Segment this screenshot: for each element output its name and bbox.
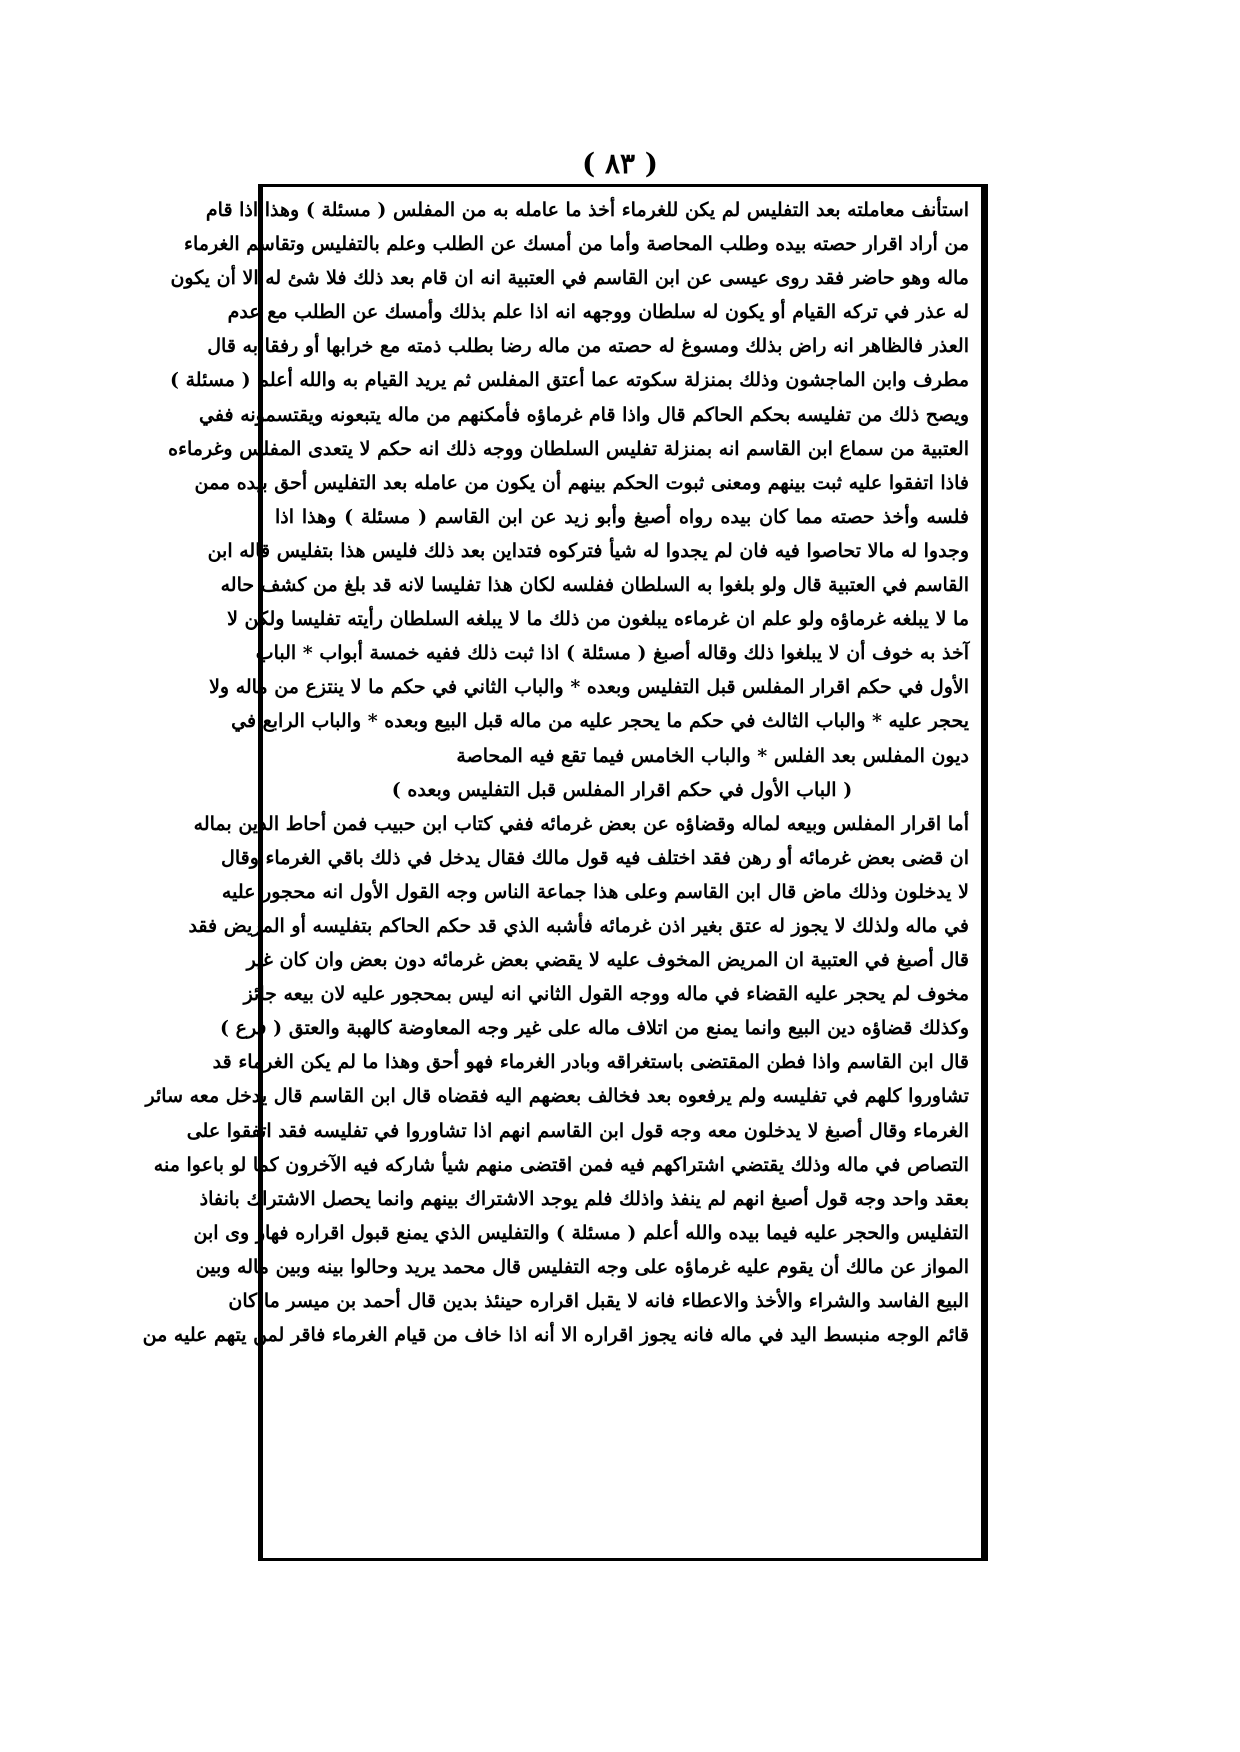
text-line: العتبية من سماع ابن القاسم انه بمنزلة تفليس السلطان ووجه ذلك انه حكم لا يتعدى المفلس وغرماءه (168, 437, 969, 460)
text-line: وكذلك قضاؤه دين البيع وانما يمنع من اتلاف ماله على غير وجه المعاوضة كالهبة والعتق ( فرع ) (220, 1017, 969, 1040)
text-line: قال ابن القاسم واذا فطن المقتضى باستغراقه وبادر الغرماء فهو أحق وهذا ما لم يكن الغرماء قد (212, 1051, 969, 1074)
text-line: فلسه وأخذ حصته مما كان بيده رواه أصبغ وأبو زيد عن ابن القاسم ( مسئلة ) وهذا اذا (275, 505, 969, 528)
text-line: له عذر في تركه القيام أو يكون له سلطان ووجهه انه اذا علم بذلك وأمسك عن الطلب مع عدم (227, 301, 969, 324)
text-line: استأنف معاملته بعد التفليس لم يكن للغرماء أخذ ما عامله به من المفلس ( مسئلة ) وهذا اذا قام (205, 199, 969, 221)
text-line: ان قضى بعض غرمائه أو رهن فقد اختلف فيه قول مالك فقال يدخل في ذلك باقي الغرماء وقال (221, 846, 969, 869)
text-line: التصاص في ماله وذلك يقتضي اشتراكهم فيه فمن اقتضى منهم شيأ شاركه فيه الآخرون كما لو باعوا منه (153, 1153, 969, 1176)
text-line: أما اقرار المفلس وبيعه لماله وقضاؤه عن بعض غرمائه ففي كتاب ابن حبيب فمن أحاط الدين بماله (193, 812, 969, 835)
section-heading: ( الباب الأول في حكم اقرار المفلس قبل التفليس وبعده ) (391, 778, 853, 801)
text-line: التفليس والحجر عليه فيما بيده والله أعلم ( مسئلة ) والتفليس الذي يمنع قبول اقراره فهار وى ابن (193, 1221, 969, 1244)
text-line: البيع الفاسد والشراء والأخذ والاعطاء فانه لا يقبل اقراره حينئذ بدين قال أحمد بن ميسر ما كان (228, 1290, 969, 1312)
page-number: ( ٨٣ ) (581, 147, 659, 180)
text-line: آخذ به خوف أن لا يبلغوا ذلك وقاله أصبغ ( مسئلة ) اذا ثبت ذلك ففيه خمسة أبواب * الباب (255, 642, 969, 665)
text-frame (142, 184, 988, 1561)
text-line: مخوف لم يحجر عليه القضاء في ماله ووجه القول الثاني انه ليس بمحجور عليه لان بيعه جائز (243, 983, 969, 1006)
text-line: القاسم في العتبية قال ولو بلغوا به السلطان ففلسه لكان هذا تفليسا لانه قد بلغ من كشف حاله (220, 574, 969, 597)
text-line: في ماله ولذلك لا يجوز له عتق بغير اذن غرمائه فأشبه الذي قد حكم الحاكم بتفليسه أو المريض فقد (188, 914, 969, 937)
text-line: الأول في حكم اقرار المفلس قبل التفليس وبعده * والباب الثاني في حكم ما لا ينتزع من ماله ولا (209, 676, 969, 699)
text-line: ماله وهو حاضر فقد روى عيسى عن ابن القاسم في العتبية انه ان قام بعد ذلك فلا شئ له الا أن يكون (170, 267, 969, 290)
text-line: تشاوروا كلهم في تفليسه ولم يرفعوه بعد فخالف بعضهم اليه فقضاه قال ابن القاسم قال يدخل معه سائر (145, 1085, 969, 1108)
text-line: الغرماء وقال أصبغ لا يدخلون معه وجه قول ابن القاسم انهم اذا تشاوروا في تفليسه فقد اتفقوا على (186, 1119, 969, 1142)
text-line: لا يدخلون وذلك ماض قال ابن القاسم وعلى هذا جماعة الناس وجه القول الأول انه محجور عليه (221, 880, 969, 903)
text-line: ويصح ذلك من تفليسه بحكم الحاكم قال واذا قام غرماؤه فأمكنهم من ماله يتبعونه ويقتسمونه ففي (199, 403, 969, 426)
text-line: بعقد واحد وجه قول أصبغ انهم لم ينفذ واذلك فلم يوجد الاشتراك بينهم وانما يحصل الاشتراك بانفاذ (199, 1187, 969, 1210)
text-line: وجدوا له مالا تحاصوا فيه فان لم يجدوا له شيأ فتركوه فتداين بعد ذلك فليس هذا بتفليس قاله ابن (207, 539, 969, 562)
text-line: مطرف وابن الماجشون وذلك بمنزلة سكوته عما أعتق المفلس ثم يريد القيام به والله أعلم ( مسئلة ) (170, 369, 969, 392)
text-line: ما لا يبلغه غرماؤه ولو علم ان غرماءه يبلغون من ذلك ما لا يبلغه السلطان رأيته تفليسا ولكن لا (227, 608, 969, 631)
text-line: ديون المفلس بعد الفلس * والباب الخامس فيما تقع فيه المحاصة (456, 744, 969, 767)
text-line: يحجر عليه * والباب الثالث في حكم ما يحجر عليه من ماله قبل البيع وبعده * والباب الرابع في (231, 710, 969, 733)
text-line: المواز عن مالك أن يقوم عليه غرماؤه على وجه التفليس قال محمد يريد وحالوا بينه وبين ماله وبين (195, 1255, 969, 1278)
text-line: قائم الوجه منبسط اليد في ماله فانه يجوز اقراره الا أنه اذا خاف من قيام الغرماء فاقر لمن يتهم عليه من (142, 1324, 969, 1347)
text-line: من أراد اقرار حصته بيده وطلب المحاصة وأما من أمسك عن الطلب وعلم بالتفليس وتقاسم الغرماء (184, 233, 969, 256)
text-line: العذر فالظاهر انه راض بذلك ومسوغ له حصته من ماله رضا بطلب ذمته مع خرابها أو رفقا به قال (207, 335, 969, 358)
text-line: فاذا اتفقوا عليه ثبت بينهم ومعنى ثبوت الحكم بينهم أن يكون من عامله بعد التفليس أحق بيده ممن (194, 471, 969, 494)
text-line: قال أصبغ في العتبية ان المريض المخوف عليه لا يقضي بعض غرمائه دون بعض وان كان غير (246, 949, 969, 972)
